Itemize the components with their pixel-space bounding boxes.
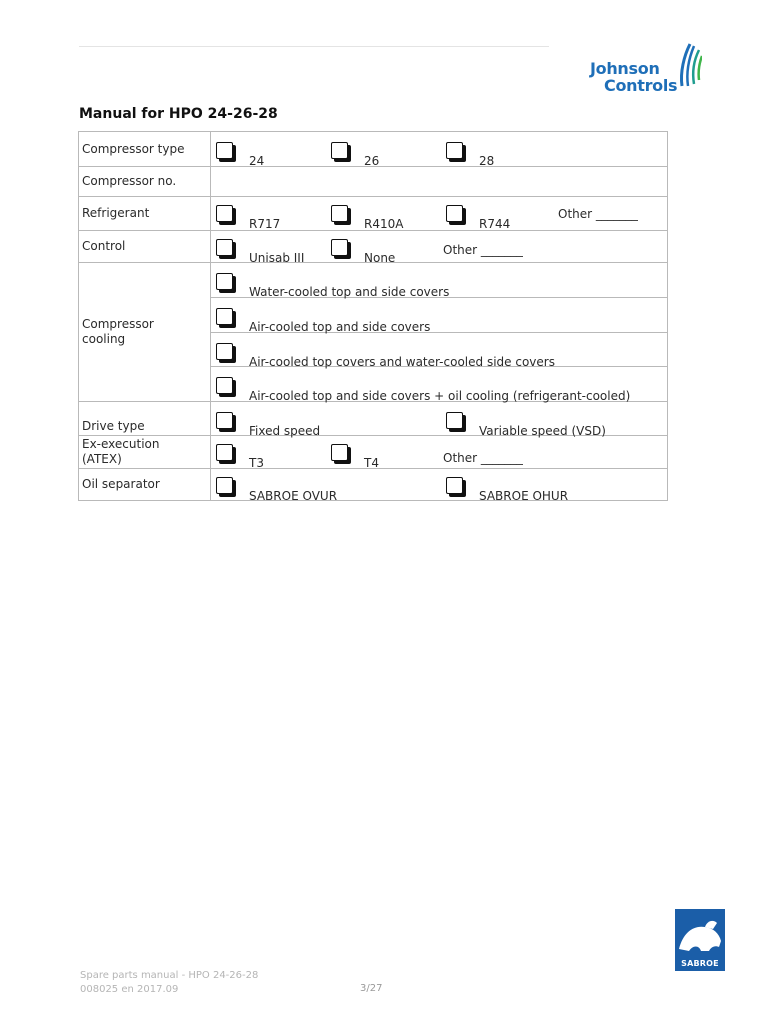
checkbox[interactable] [216,444,233,461]
option-label: Air-cooled top and side covers [249,320,431,334]
compressor-no-field[interactable] [211,167,668,197]
checkbox[interactable] [216,377,233,394]
checkbox[interactable] [331,444,348,461]
checkbox[interactable] [331,205,348,222]
ex-label-line-2: (ATEX) [82,452,122,466]
cooling-label-line-1: Compressor [82,317,154,331]
label-oil-separator: Oil separator [79,469,211,501]
row-cooling-1 [79,263,668,298]
row-oil-separator [79,469,668,501]
sabroe-label: SABROE [681,959,719,968]
logo-line-2: Controls [604,76,678,95]
footer-line-1: Spare parts manual - HPO 24-26-28 [80,970,259,981]
option-label: 28 [479,154,495,168]
label-drive-type: Drive type [79,402,211,436]
label-ex-execution [79,436,211,469]
option-label: Unisab III [249,251,305,265]
checkbox[interactable] [331,142,348,159]
option-label: 26 [364,154,380,168]
option-label: R744 [479,217,511,231]
logo-line-1: Johnson [590,59,660,78]
checkbox[interactable] [446,477,463,494]
label-control: Control [79,231,211,263]
checkbox[interactable] [216,477,233,494]
label-compressor-cooling [79,263,211,402]
checkbox[interactable] [446,205,463,222]
checkbox[interactable] [446,142,463,159]
row-ex-execution [79,436,668,469]
option-label: Fixed speed [249,424,321,438]
option-label: Air-cooled top covers and water-cooled side covers [249,355,555,369]
refrigerant-other-field[interactable]: Other _______ [558,207,638,221]
checkbox[interactable] [216,412,233,429]
header-rule [79,46,549,47]
ex-other-field[interactable]: Other _______ [443,451,523,465]
checkbox[interactable] [331,239,348,256]
cooling-label-line-2: cooling [82,332,126,346]
row-control [79,231,668,263]
checkbox[interactable] [216,343,233,360]
polar-bear-icon [675,911,725,959]
page-title: Manual for HPO 24-26-28 [79,106,278,122]
option-label: Water-cooled top and side covers [249,285,450,299]
johnson-controls-logo [590,42,702,102]
row-compressor-no [79,167,668,197]
checkbox[interactable] [216,239,233,256]
option-label: SABROE OVUR [249,489,338,503]
page-number: 3/27 [360,983,383,994]
hpo-form-table [78,131,668,501]
checkbox[interactable] [446,412,463,429]
checkbox[interactable] [216,273,233,290]
row-drive-type [79,402,668,436]
option-label: R717 [249,217,281,231]
label-refrigerant: Refrigerant [79,197,211,231]
option-label: Air-cooled top and side covers + oil cooling (refrigerant-cooled) [249,389,631,403]
option-label: R410A [364,217,404,231]
option-label: SABROE OHUR [479,489,569,503]
label-compressor-type: Compressor type [79,132,211,167]
checkbox[interactable] [216,142,233,159]
sabroe-logo [675,909,725,971]
option-label: T4 [364,456,379,470]
checkbox[interactable] [216,308,233,325]
checkbox[interactable] [216,205,233,222]
footer [80,969,258,997]
control-other-field[interactable]: Other _______ [443,243,523,257]
row-compressor-type [79,132,668,167]
label-compressor-no: Compressor no. [79,167,211,197]
option-label: 24 [249,154,265,168]
option-label: Variable speed (VSD) [479,424,606,438]
option-label: T3 [249,456,264,470]
row-refrigerant [79,197,668,231]
footer-line-2: 008025 en 2017.09 [80,984,179,995]
option-label: None [364,251,396,265]
ex-label-line-1: Ex-execution [82,437,160,451]
johnson-controls-mark-icon [678,42,702,90]
